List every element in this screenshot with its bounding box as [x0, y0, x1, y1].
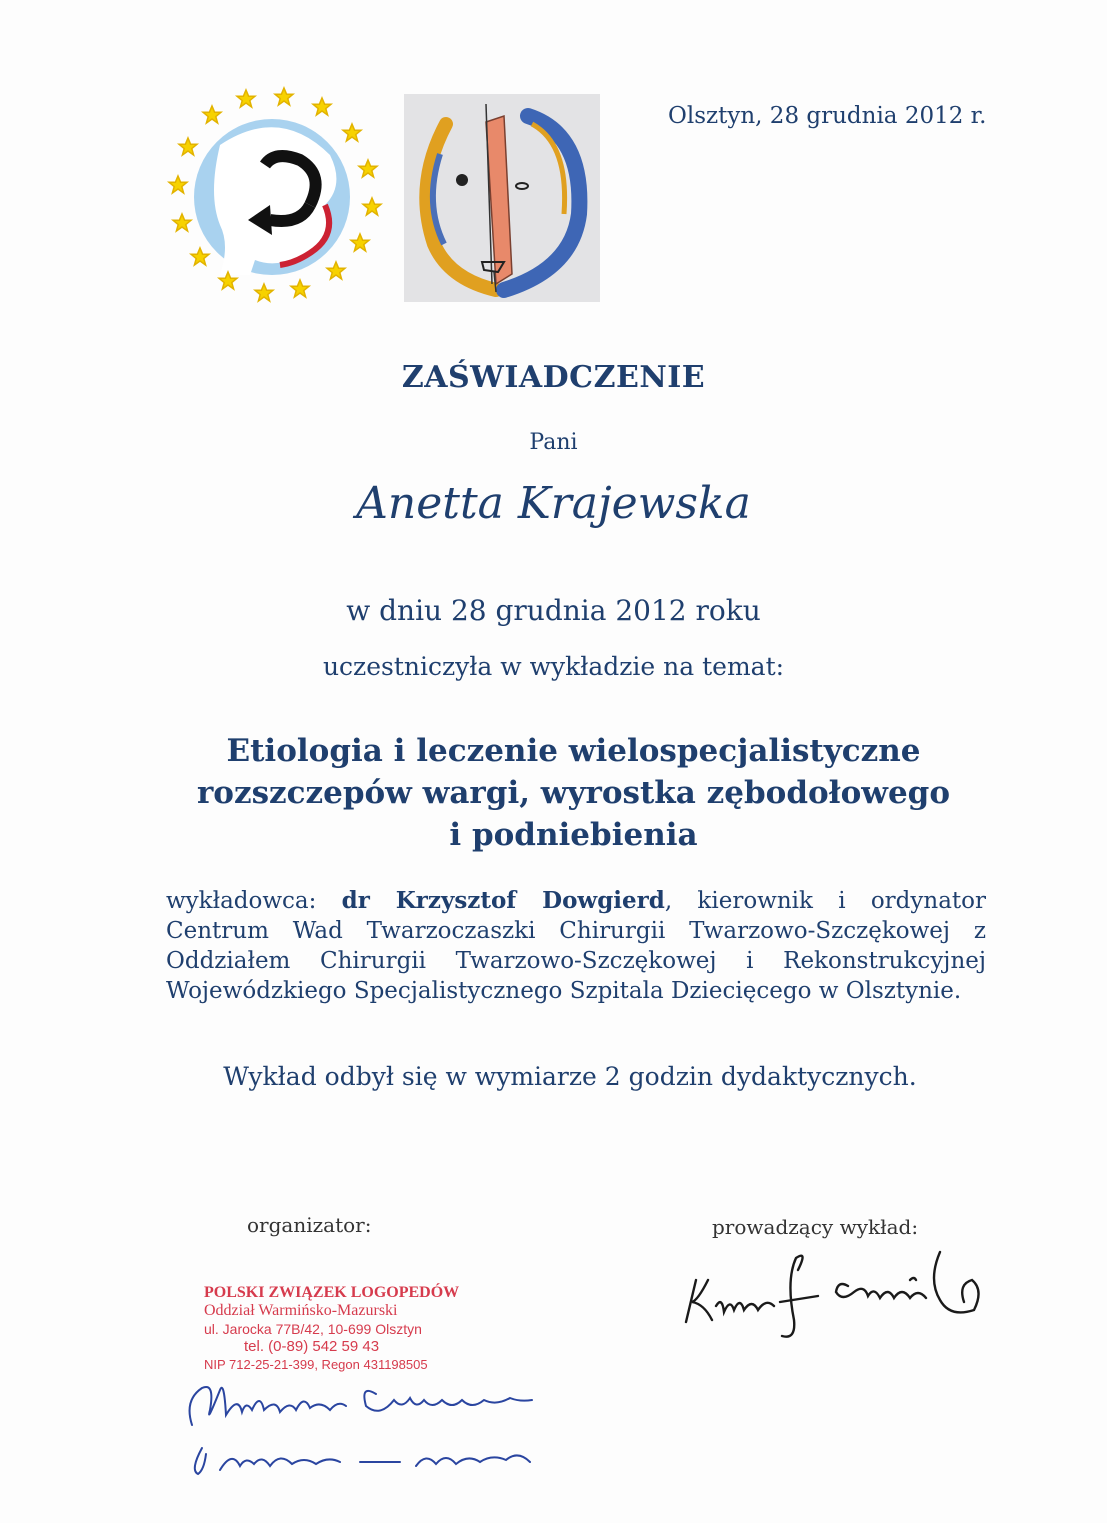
- salutation: Pani: [529, 430, 578, 455]
- lecturer-label: prowadzący wykład:: [712, 1215, 919, 1239]
- topic-line: rozszczepów wargi, wyrostka zębodołowego: [196, 775, 951, 811]
- lecturer-paragraph: [166, 886, 986, 1006]
- recipient-name: Anetta Krajewska: [356, 478, 751, 529]
- document-title: ZAŚWIADCZENIE: [401, 360, 706, 395]
- stamp-line: POLSKI ZWIĄZEK LOGOPEDÓW: [204, 1284, 460, 1301]
- organization-stamp: [204, 1284, 459, 1374]
- participation-line: uczestniczyła w wykładzie na temat:: [322, 652, 785, 681]
- organizer-label: organizator:: [247, 1213, 372, 1237]
- stamp-line: Oddział Warmińsko-Mazurski: [204, 1302, 398, 1319]
- lecture-topic: [100, 730, 1047, 856]
- event-date-line: w dniu 28 grudnia 2012 roku: [346, 594, 761, 627]
- face-drawing-logo: [404, 94, 600, 302]
- handwritten-signature-icon: [678, 1240, 998, 1350]
- issue-date: Olsztyn, 28 grudnia 2012 r.: [668, 103, 987, 129]
- lecturer-name: dr Krzysztof Dowgierd: [341, 887, 665, 914]
- topic-line: Etiologia i leczenie wielospecjalistyczne: [226, 733, 921, 769]
- handwritten-signature-icon: [180, 1370, 560, 1490]
- eu-stars-head-icon: [160, 85, 385, 310]
- topic-line: i podniebienia: [449, 817, 698, 853]
- stamp-line: ul. Jarocka 77B/42, 10-699 Olsztyn: [204, 1321, 422, 1337]
- lecturer-signature: [678, 1240, 998, 1350]
- stamp-line: NIP 712-25-21-399, Regon 431198505: [204, 1357, 428, 1372]
- organizer-signatures: [180, 1370, 560, 1490]
- stamp-line: tel. (0-89) 542 59 43: [244, 1338, 380, 1355]
- lecture-summary: Wykład odbył się w wymiarze 2 godzin dydaktycznych.: [223, 1062, 917, 1091]
- lecturer-prefix: wykładowca:: [166, 888, 317, 914]
- association-logo: [160, 85, 385, 310]
- lecturer-description: , kierownik i ordynator Centrum Wad Twarzoczaszki Chirurgii Twarzowo-Szczękowej z Oddziałem Chirurgii Twarzowo-Szczękowej i Rekonstrukcyjnej Wojewódzkiego Specjalistycznego Szpitala Dziecięcego w Olsztynie.: [166, 888, 986, 1004]
- face-drawing-icon: [404, 94, 600, 302]
